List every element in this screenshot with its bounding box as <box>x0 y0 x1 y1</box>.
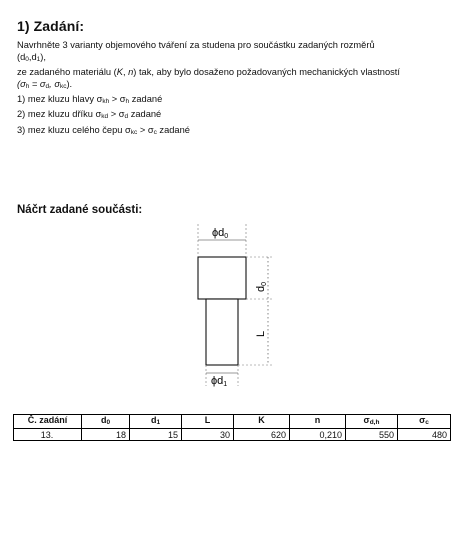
subscript: kc <box>59 83 67 91</box>
subscript: h <box>25 83 30 91</box>
subscript: d <box>124 113 129 121</box>
table-cell: 0,210 <box>290 429 346 441</box>
head-diameter-label: ϕd0 <box>212 227 229 240</box>
text: > σ <box>108 109 125 120</box>
part-shank <box>206 299 238 365</box>
intro-line-3 <box>17 66 457 78</box>
column-header: Č. zadání <box>14 415 82 429</box>
table-cell: 30 <box>182 429 234 441</box>
length-label: L <box>255 330 267 337</box>
list-item-1 <box>17 93 457 108</box>
intro-line-2 <box>17 51 457 66</box>
intro-line-4 <box>17 78 457 93</box>
text: K <box>116 67 123 78</box>
table-cell: 550 <box>346 429 398 441</box>
subscript: c <box>153 128 157 136</box>
text: ze zadaného materiálu ( <box>17 67 117 78</box>
text: 1) mez kluzu hlavy σ <box>17 94 103 105</box>
text: (σ <box>17 79 26 90</box>
column-header: n <box>290 415 346 429</box>
table-cell: 15 <box>130 429 182 441</box>
column-header: L <box>182 415 234 429</box>
subscript: 0 <box>25 56 29 64</box>
parameters-table <box>13 414 451 441</box>
table-cell: 13. <box>14 429 82 441</box>
text: ) tak, aby bylo dosaženo požadovaných mechanických vlastností <box>133 67 400 78</box>
table-row <box>14 429 451 441</box>
subscript: 1 <box>36 56 41 64</box>
column-header: d0 <box>82 415 130 429</box>
sketch-title: Náčrt zadané součásti: <box>17 204 143 216</box>
part-sketch <box>180 220 290 392</box>
text: zadané <box>128 109 162 120</box>
text: n <box>128 67 134 78</box>
text: > σ <box>137 124 154 135</box>
text: , <box>122 67 129 78</box>
table-cell: 480 <box>398 429 451 441</box>
intro-line-1-text: Navrhněte 3 varianty objemového tváření za studena pro součástku zadaných rozměrů <box>17 40 375 50</box>
intro-line-1 <box>17 39 457 51</box>
text: zadané <box>156 124 190 135</box>
list-item-3 <box>17 124 457 139</box>
text: ,d <box>28 52 37 63</box>
table-cell: 18 <box>82 429 130 441</box>
assignment-text <box>17 39 457 139</box>
part-head <box>198 257 246 299</box>
table-header-row <box>14 415 451 429</box>
subscript: kc <box>130 128 138 136</box>
head-height-label: d0 <box>255 281 268 292</box>
text: ). <box>66 79 73 90</box>
text: 2) mez kluzu dříku σ <box>17 109 102 120</box>
list-item-2 <box>17 108 457 123</box>
shank-diameter-label: ϕd1 <box>211 375 228 388</box>
table-cell: 620 <box>234 429 290 441</box>
text: ), <box>40 52 46 63</box>
text: > σ <box>109 94 126 105</box>
text: (d <box>17 52 26 63</box>
subscript: kh <box>102 98 110 106</box>
text: = σ <box>29 79 46 90</box>
column-header: σd,h <box>346 415 398 429</box>
column-header: σc <box>398 415 451 429</box>
text: 3) mez kluzu celého čepu σ <box>17 124 131 135</box>
subscript: h <box>125 98 130 106</box>
column-header: d1 <box>130 415 182 429</box>
subscript: d <box>45 83 50 91</box>
text: zadané <box>129 94 163 105</box>
section-heading: 1) Zadání: <box>17 18 85 34</box>
subscript: kd <box>101 113 109 121</box>
column-header: K <box>234 415 290 429</box>
text: , σ <box>49 79 60 90</box>
